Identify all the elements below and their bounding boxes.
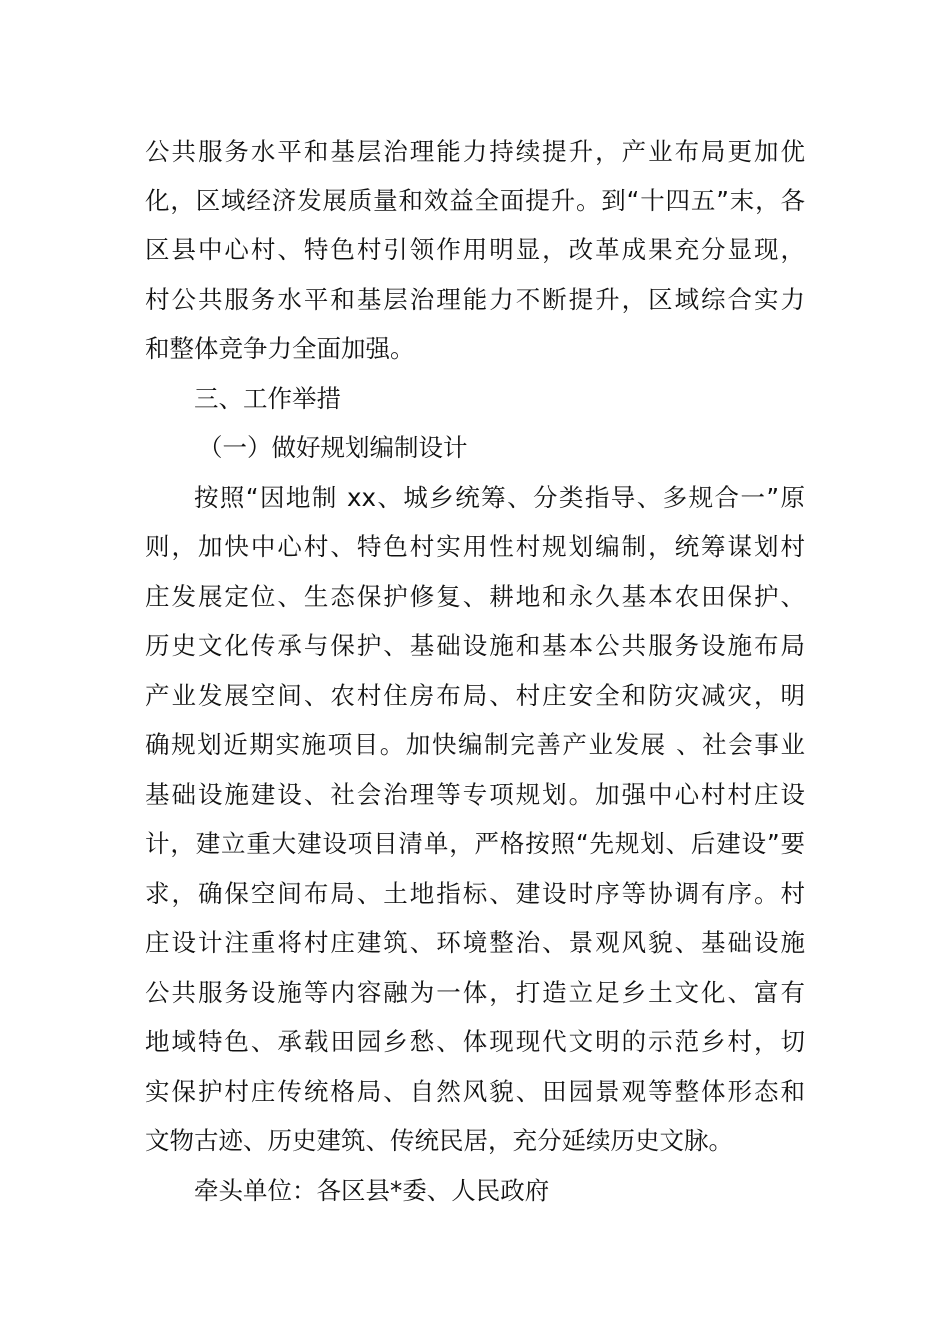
paragraph-line: 历史文化传承与保护、基础设施和基本公共服务设施布局	[145, 631, 805, 660]
paragraph-line: 公共服务水平和基层治理能力持续提升，产业布局更加优	[145, 137, 805, 166]
paragraph-line: 则，加快中心村、特色村实用性村规划编制，统筹谋划村	[145, 532, 805, 561]
paragraph-line: 庄发展定位、生态保护修复、耕地和永久基本农田保护、	[145, 582, 805, 611]
subsection-heading: （一）做好规划编制设计	[198, 433, 468, 462]
lead-unit-line: 牵头单位：各区县*委、人民政府	[194, 1176, 550, 1205]
paragraph-line: 求，确保空间布局、土地指标、建设时序等协调有序。村	[145, 879, 805, 908]
paragraph-line: 公共服务设施等内容融为一体，打造立足乡土文化、富有	[145, 978, 805, 1007]
paragraph-line: 地域特色、承载田园乡愁、体现现代文明的示范乡村，切	[145, 1027, 805, 1056]
paragraph-line: 庄设计注重将村庄建筑、环境整治、景观风貌、基础设施	[145, 928, 805, 957]
paragraph-line: 化，区域经济发展质量和效益全面提升。到“十四五”末，各	[145, 186, 805, 215]
paragraph-line: 实保护村庄传统格局、自然风貌、田园景观等整体形态和	[145, 1077, 805, 1106]
paragraph-line: 村公共服务水平和基层治理能力不断提升，区域综合实力	[145, 285, 805, 314]
paragraph-line: 区县中心村、特色村引领作用明显，改革成果充分显现，	[145, 235, 805, 264]
paragraph-line: 产业发展空间、农村住房布局、村庄安全和防灾减灾，明	[145, 681, 805, 710]
section-heading: 三、工作举措	[194, 384, 341, 413]
paragraph-line: 按照“因地制 xx、城乡统筹、分类指导、多规合一”原	[194, 483, 805, 512]
paragraph-line: 计，建立重大建设项目清单，严格按照“先规划、后建设”要	[145, 829, 805, 858]
paragraph-line: 确规划近期实施项目。加快编制完善产业发展 、社会事业	[145, 730, 805, 759]
paragraph-line: 和整体竞争力全面加强。	[145, 334, 415, 363]
paragraph-line: 文物古迹、历史建筑、传统民居，充分延续历史文脉。	[145, 1126, 733, 1155]
paragraph-line: 基础设施建设、社会治理等专项规划。加强中心村村庄设	[145, 780, 805, 809]
